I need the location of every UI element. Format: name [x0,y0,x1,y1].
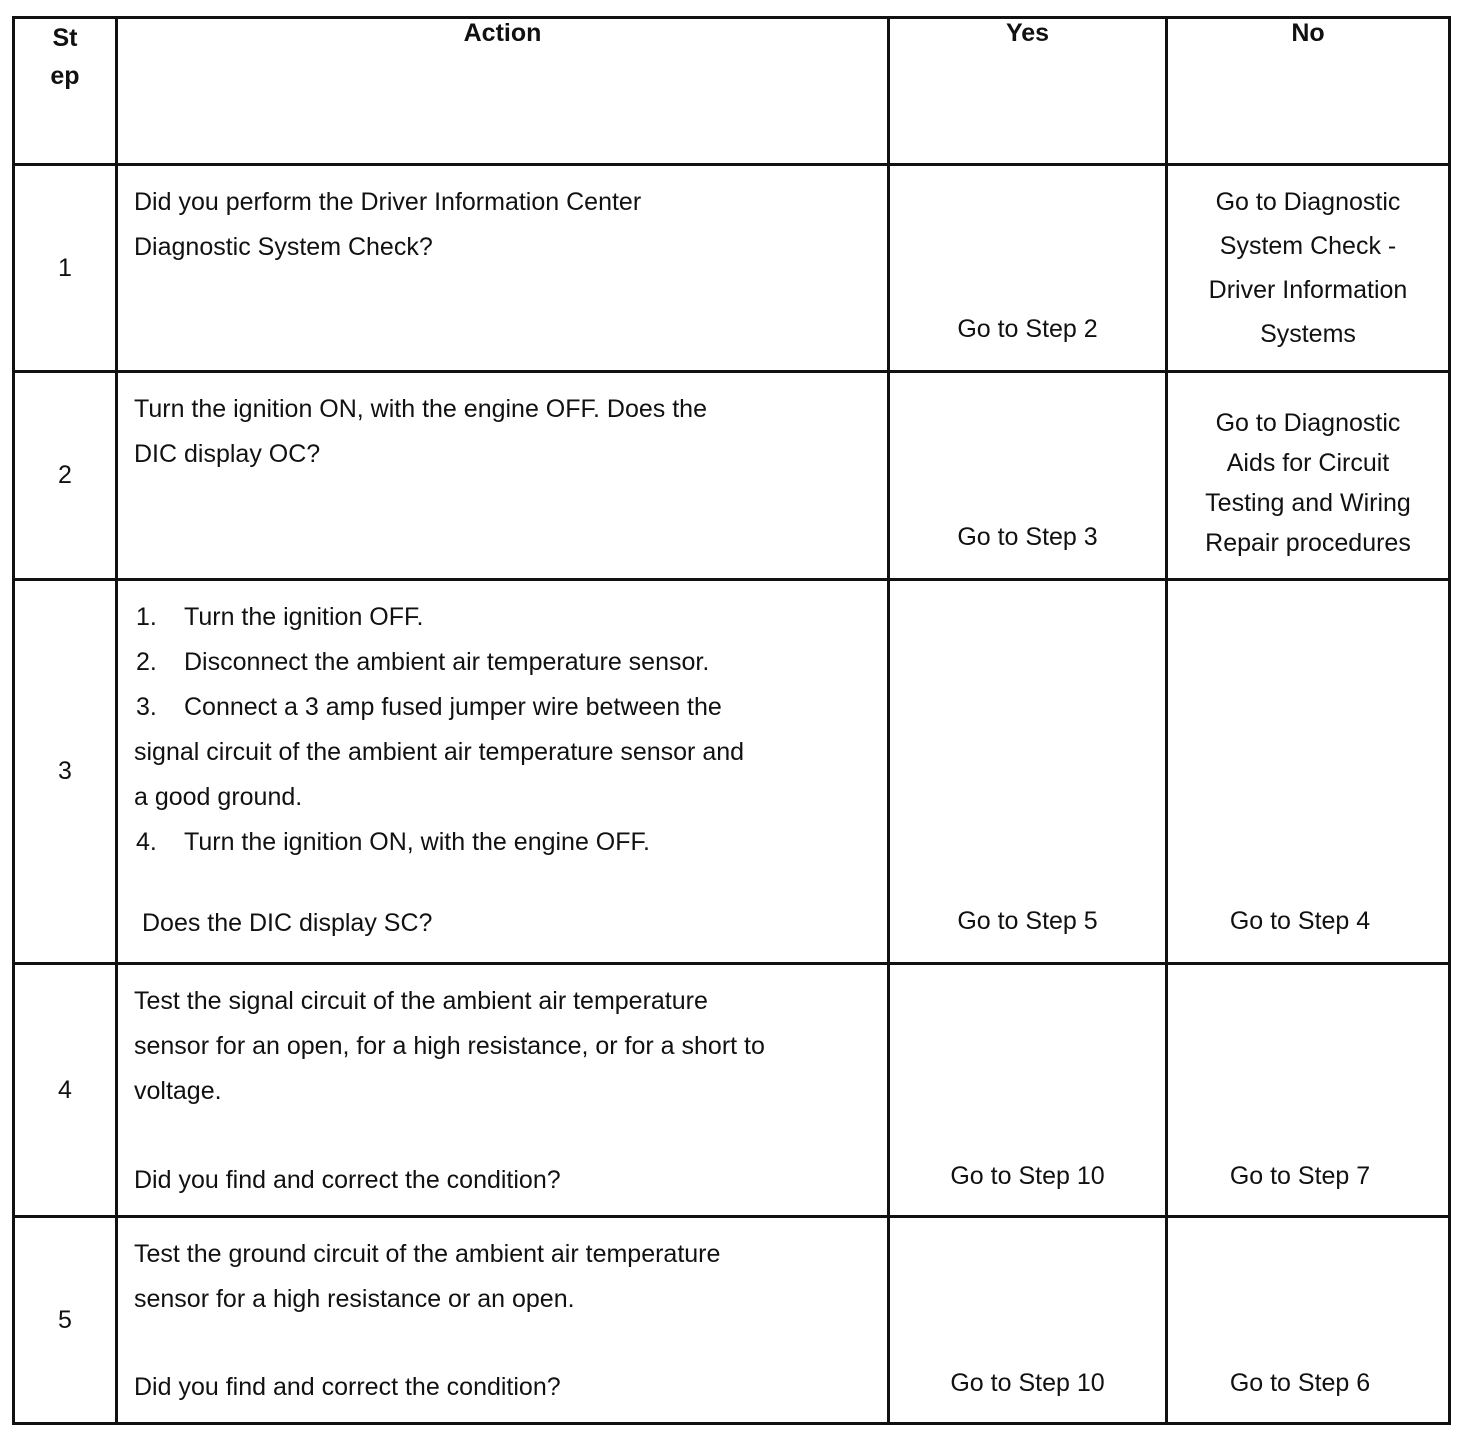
yes-cell [889,580,1167,964]
yes-cell [889,964,1167,1217]
list-num: 2. [136,648,157,676]
yes-link[interactable]: Go to Step 5 [957,907,1098,935]
action-cell [117,580,889,964]
yes-cell [889,372,1167,580]
action-line: DIC display OC? [134,440,321,468]
action-cell [117,372,889,580]
list-text: Turn the ignition ON, with the engine OFF. [184,828,650,856]
diagnostic-table [12,16,1451,1425]
question: Does the DIC display SC? [142,909,433,937]
header-step [14,18,117,165]
procedure-list [134,595,873,730]
no-link[interactable]: Go to Step 4 [1229,907,1371,935]
header-no: No [1167,18,1450,165]
no-line: Driver Information [1208,276,1408,304]
step-number: 1 [14,165,117,372]
list-num: 3. [136,693,157,721]
yes-link[interactable]: Go to Step 10 [950,1369,1105,1397]
no-cell [1167,372,1450,580]
list-text: Connect a 3 amp fused jumper wire between the [184,693,722,721]
header-step-line2: ep [50,62,80,90]
step-number: 3 [14,580,117,964]
action-cell [117,165,889,372]
list-text: Turn the ignition OFF. [184,603,424,631]
list-item [134,685,873,730]
no-line: Aids for Circuit [1226,449,1390,477]
list-item [134,595,873,640]
action-line: sensor for an open, for a high resistance, or for a short to [134,1032,765,1060]
step-number: 2 [14,372,117,580]
no-cell [1167,165,1450,372]
header-row [14,18,1450,165]
yes-cell [889,1217,1167,1424]
list-continuation: a good ground. [134,783,303,811]
no-link[interactable]: Go to Step 6 [1229,1369,1371,1397]
no-link[interactable] [1168,166,1448,356]
table-row [14,964,1450,1217]
action-line: Diagnostic System Check? [134,233,433,261]
yes-link[interactable]: Go to Step 10 [950,1162,1105,1190]
question: Did you find and correct the condition? [134,1166,561,1194]
step-number: 4 [14,964,117,1217]
no-cell [1167,580,1450,964]
list-item [134,640,873,685]
header-action: Action [117,18,889,165]
yes-link[interactable]: Go to Step 3 [957,523,1098,551]
no-cell [1167,964,1450,1217]
no-link[interactable] [1168,373,1448,563]
action-line: sensor for a high resistance or an open. [134,1285,575,1313]
action-line: Turn the ignition ON, with the engine OFF. Does the [134,395,707,423]
no-line: Go to Diagnostic [1215,188,1401,216]
table-row [14,1217,1450,1424]
no-line: Testing and Wiring [1205,489,1411,517]
no-line: System Check - [1219,232,1397,260]
action-line: voltage. [134,1077,222,1105]
list-continuation: signal circuit of the ambient air temperature sensor and [134,738,745,766]
no-cell [1167,1217,1450,1424]
no-link[interactable]: Go to Step 7 [1229,1162,1371,1190]
list-text: Disconnect the ambient air temperature sensor. [184,648,710,676]
no-line: Systems [1260,320,1356,348]
action-cell [117,964,889,1217]
action-line: Test the signal circuit of the ambient air temperature [134,987,708,1015]
no-line: Repair procedures [1205,529,1411,557]
list-item [134,820,873,865]
list-num: 1. [136,603,157,631]
yes-link[interactable]: Go to Step 2 [957,315,1098,343]
no-line: Go to Diagnostic [1215,409,1401,437]
table-row [14,165,1450,372]
action-cell [117,1217,889,1424]
list-num: 4. [136,828,157,856]
table-row [14,372,1450,580]
action-line: Test the ground circuit of the ambient air temperature [134,1240,721,1268]
question: Did you find and correct the condition? [134,1373,561,1401]
action-line: Did you perform the Driver Information Center [134,188,642,216]
step-number: 5 [14,1217,117,1424]
table-row [14,580,1450,964]
yes-cell [889,165,1167,372]
header-step-line1: St [52,24,78,52]
header-yes: Yes [889,18,1167,165]
